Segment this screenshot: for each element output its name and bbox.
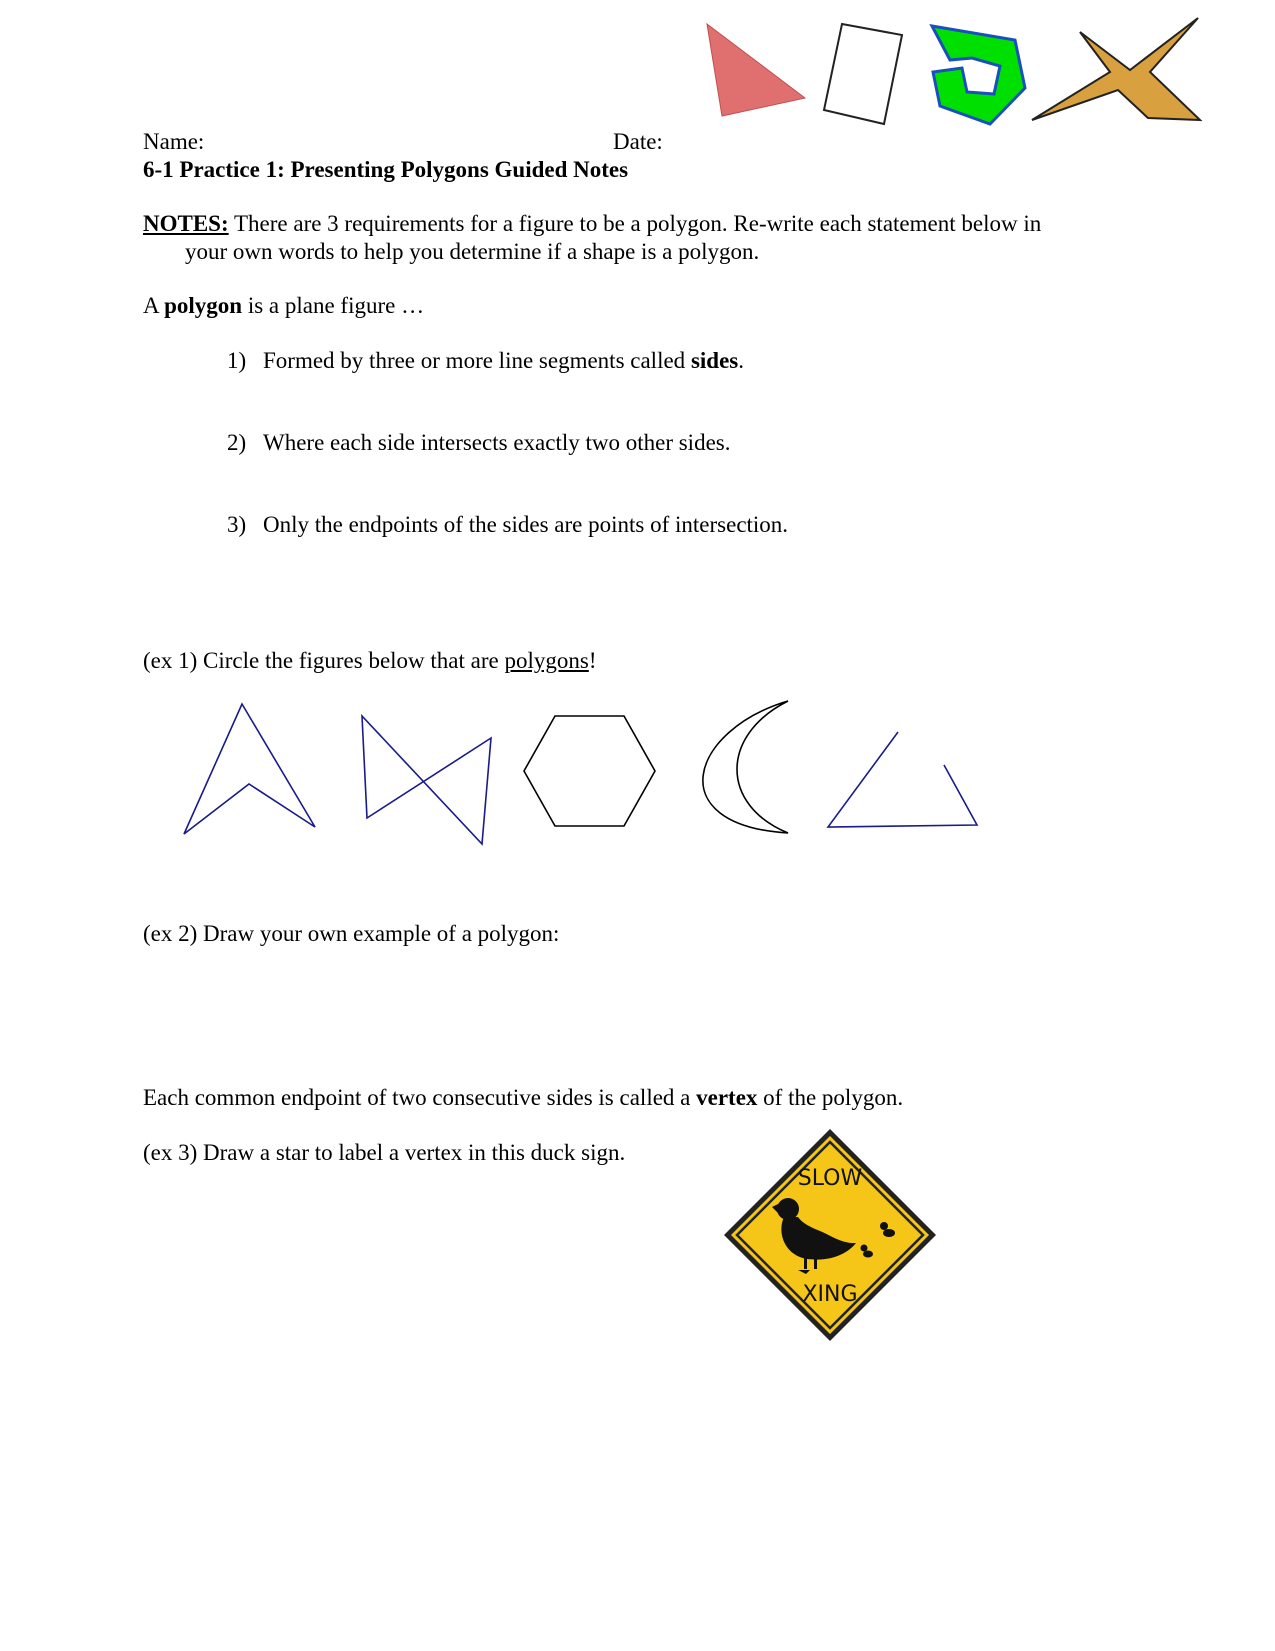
- requirement-end: .: [738, 348, 744, 373]
- requirement-term: sides: [690, 348, 739, 373]
- vertex-definition: [143, 1084, 903, 1112]
- requirement-1: [227, 347, 744, 375]
- bowtie-figure[interactable]: [362, 716, 491, 844]
- name-label: Name:: [143, 129, 205, 154]
- notes-label: NOTES:: [143, 211, 229, 236]
- definition-prefix: A: [143, 293, 165, 318]
- requirement-text: Formed by three or more line segments called: [263, 348, 691, 373]
- vertex-prefix: Each common endpoint of two consecutive sides is called a: [143, 1085, 697, 1110]
- requirement-text: Only the endpoints of the sides are points of intersection.: [263, 512, 789, 537]
- requirement-3: [227, 511, 788, 539]
- requirement-text: Where each side intersects exactly two other sides.: [263, 430, 731, 455]
- ex1-polygons-word: polygons: [504, 648, 589, 673]
- date-label: Date:: [613, 129, 663, 154]
- polygon-definition: [143, 292, 424, 320]
- page-title: 6-1 Practice 1: Presenting Polygons Guided Notes: [143, 157, 629, 182]
- ex1-suffix: !: [588, 648, 597, 673]
- requirement-number: 1): [227, 348, 247, 373]
- open-triangle-figure[interactable]: [828, 732, 977, 827]
- ex2-instruction: (ex 2) Draw your own example of a polygon:: [143, 921, 560, 946]
- example-figures: [0, 690, 1275, 870]
- red-triangle-shape: [707, 24, 805, 116]
- duck-sign[interactable]: [722, 1127, 942, 1347]
- vertex-suffix: of the polygon.: [757, 1085, 904, 1110]
- notes-text-1: There are 3 requirements for a figure to be a polygon. Re-write each statement below in: [233, 211, 1042, 236]
- ex1-instruction: [143, 647, 596, 675]
- header-shapes: [0, 0, 1275, 140]
- vertex-term: vertex: [696, 1085, 758, 1110]
- requirement-number: 3): [227, 512, 247, 537]
- requirement-number: 2): [227, 430, 247, 455]
- rectangle-shape: [824, 24, 902, 124]
- definition-term: polygon: [164, 293, 243, 318]
- arrowhead-figure[interactable]: [184, 704, 315, 834]
- notes-line-1: [143, 210, 1041, 238]
- ex1-prefix: (ex 1) Circle the figures below that are: [143, 648, 505, 673]
- sign-bottom-text: XING: [802, 1282, 858, 1307]
- ex3-instruction: (ex 3) Draw a star to label a vertex in this duck sign.: [143, 1140, 626, 1165]
- crescent-figure[interactable]: [703, 701, 788, 833]
- green-spiral-shape: [932, 26, 1025, 124]
- crossed-star-shape: [1032, 18, 1200, 120]
- sign-top-text: SLOW: [797, 1166, 863, 1191]
- hexagon-figure[interactable]: [524, 716, 655, 826]
- notes-line-2: your own words to help you determine if a shape is a polygon.: [185, 239, 760, 264]
- requirement-2: [227, 429, 730, 457]
- definition-suffix: is a plane figure …: [242, 293, 425, 318]
